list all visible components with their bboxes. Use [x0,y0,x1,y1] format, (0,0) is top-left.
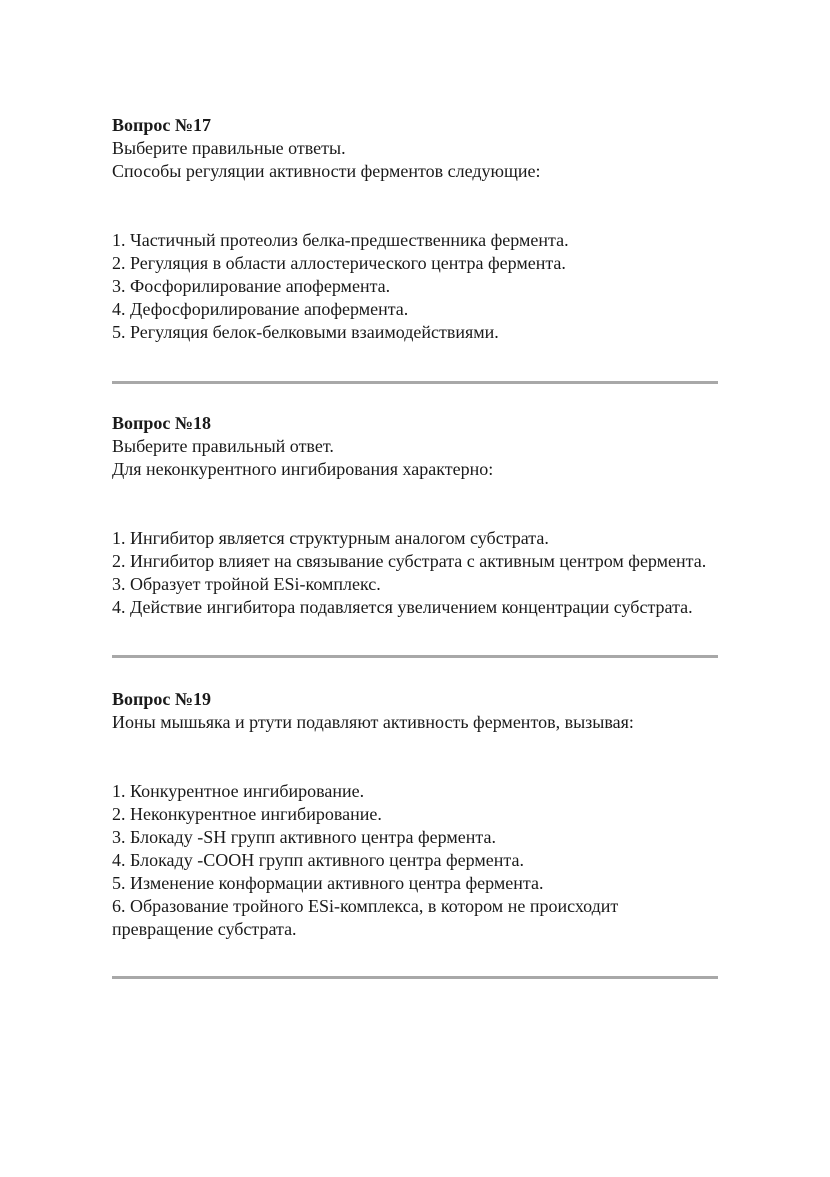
answer-option: 1. Конкурентное ингибирование. [112,781,365,801]
question-text: Ионы мышьяка и ртути подавляют активность ферментов, вызывая: [112,712,634,732]
question-instruction: Выберите правильный ответ. [112,436,334,456]
question-19 [112,688,722,979]
answer-option: 3. Фосфорилирование апофермента. [112,276,391,296]
answer-list [112,527,722,619]
question-title: Вопрос №18 [112,413,211,433]
answer-option: 4. Блокаду -COOH групп активного центра фермента. [112,850,524,870]
answer-option: 3. Блокаду -SH групп активного центра фермента. [112,827,496,847]
answer-option: 5. Изменение конформации активного центра фермента. [112,873,544,893]
answer-option: 6. Образование тройного ESi-комплекса, в котором не происходит превращение субстрата. [112,896,619,939]
question-text: Для неконкурентного ингибирования характерно: [112,459,494,479]
question-instruction: Выберите правильные ответы. [112,138,346,158]
answer-list [112,780,722,941]
answer-option: 3. Образует тройной ESi-комплекс. [112,574,381,594]
spacer [112,734,722,780]
answer-option: 2. Ингибитор влияет на связывание субстрата с активным центром фермента. [112,551,707,571]
answer-option: 2. Регуляция в области аллостерического центра фермента. [112,253,566,273]
spacer [112,183,722,229]
question-17 [112,114,722,384]
spacer [112,481,722,527]
answer-option: 4. Дефосфорилирование апофермента. [112,299,409,319]
section-divider [112,655,718,658]
answer-option: 5. Регуляция белок-белковыми взаимодействиями. [112,322,499,342]
section-divider [112,976,718,979]
document-page [112,114,722,979]
question-title: Вопрос №19 [112,689,211,709]
answer-option: 4. Действие ингибитора подавляется увеличением концентрации субстрата. [112,597,693,617]
question-text: Способы регуляции активности ферментов следующие: [112,161,541,181]
answer-option: 1. Частичный протеолиз белка-предшественника фермента. [112,230,569,250]
answer-option: 1. Ингибитор является структурным аналогом субстрата. [112,528,549,548]
answer-list [112,229,722,344]
question-18 [112,412,722,658]
answer-option: 2. Неконкурентное ингибирование. [112,804,382,824]
question-title: Вопрос №17 [112,115,211,135]
section-divider [112,381,718,384]
